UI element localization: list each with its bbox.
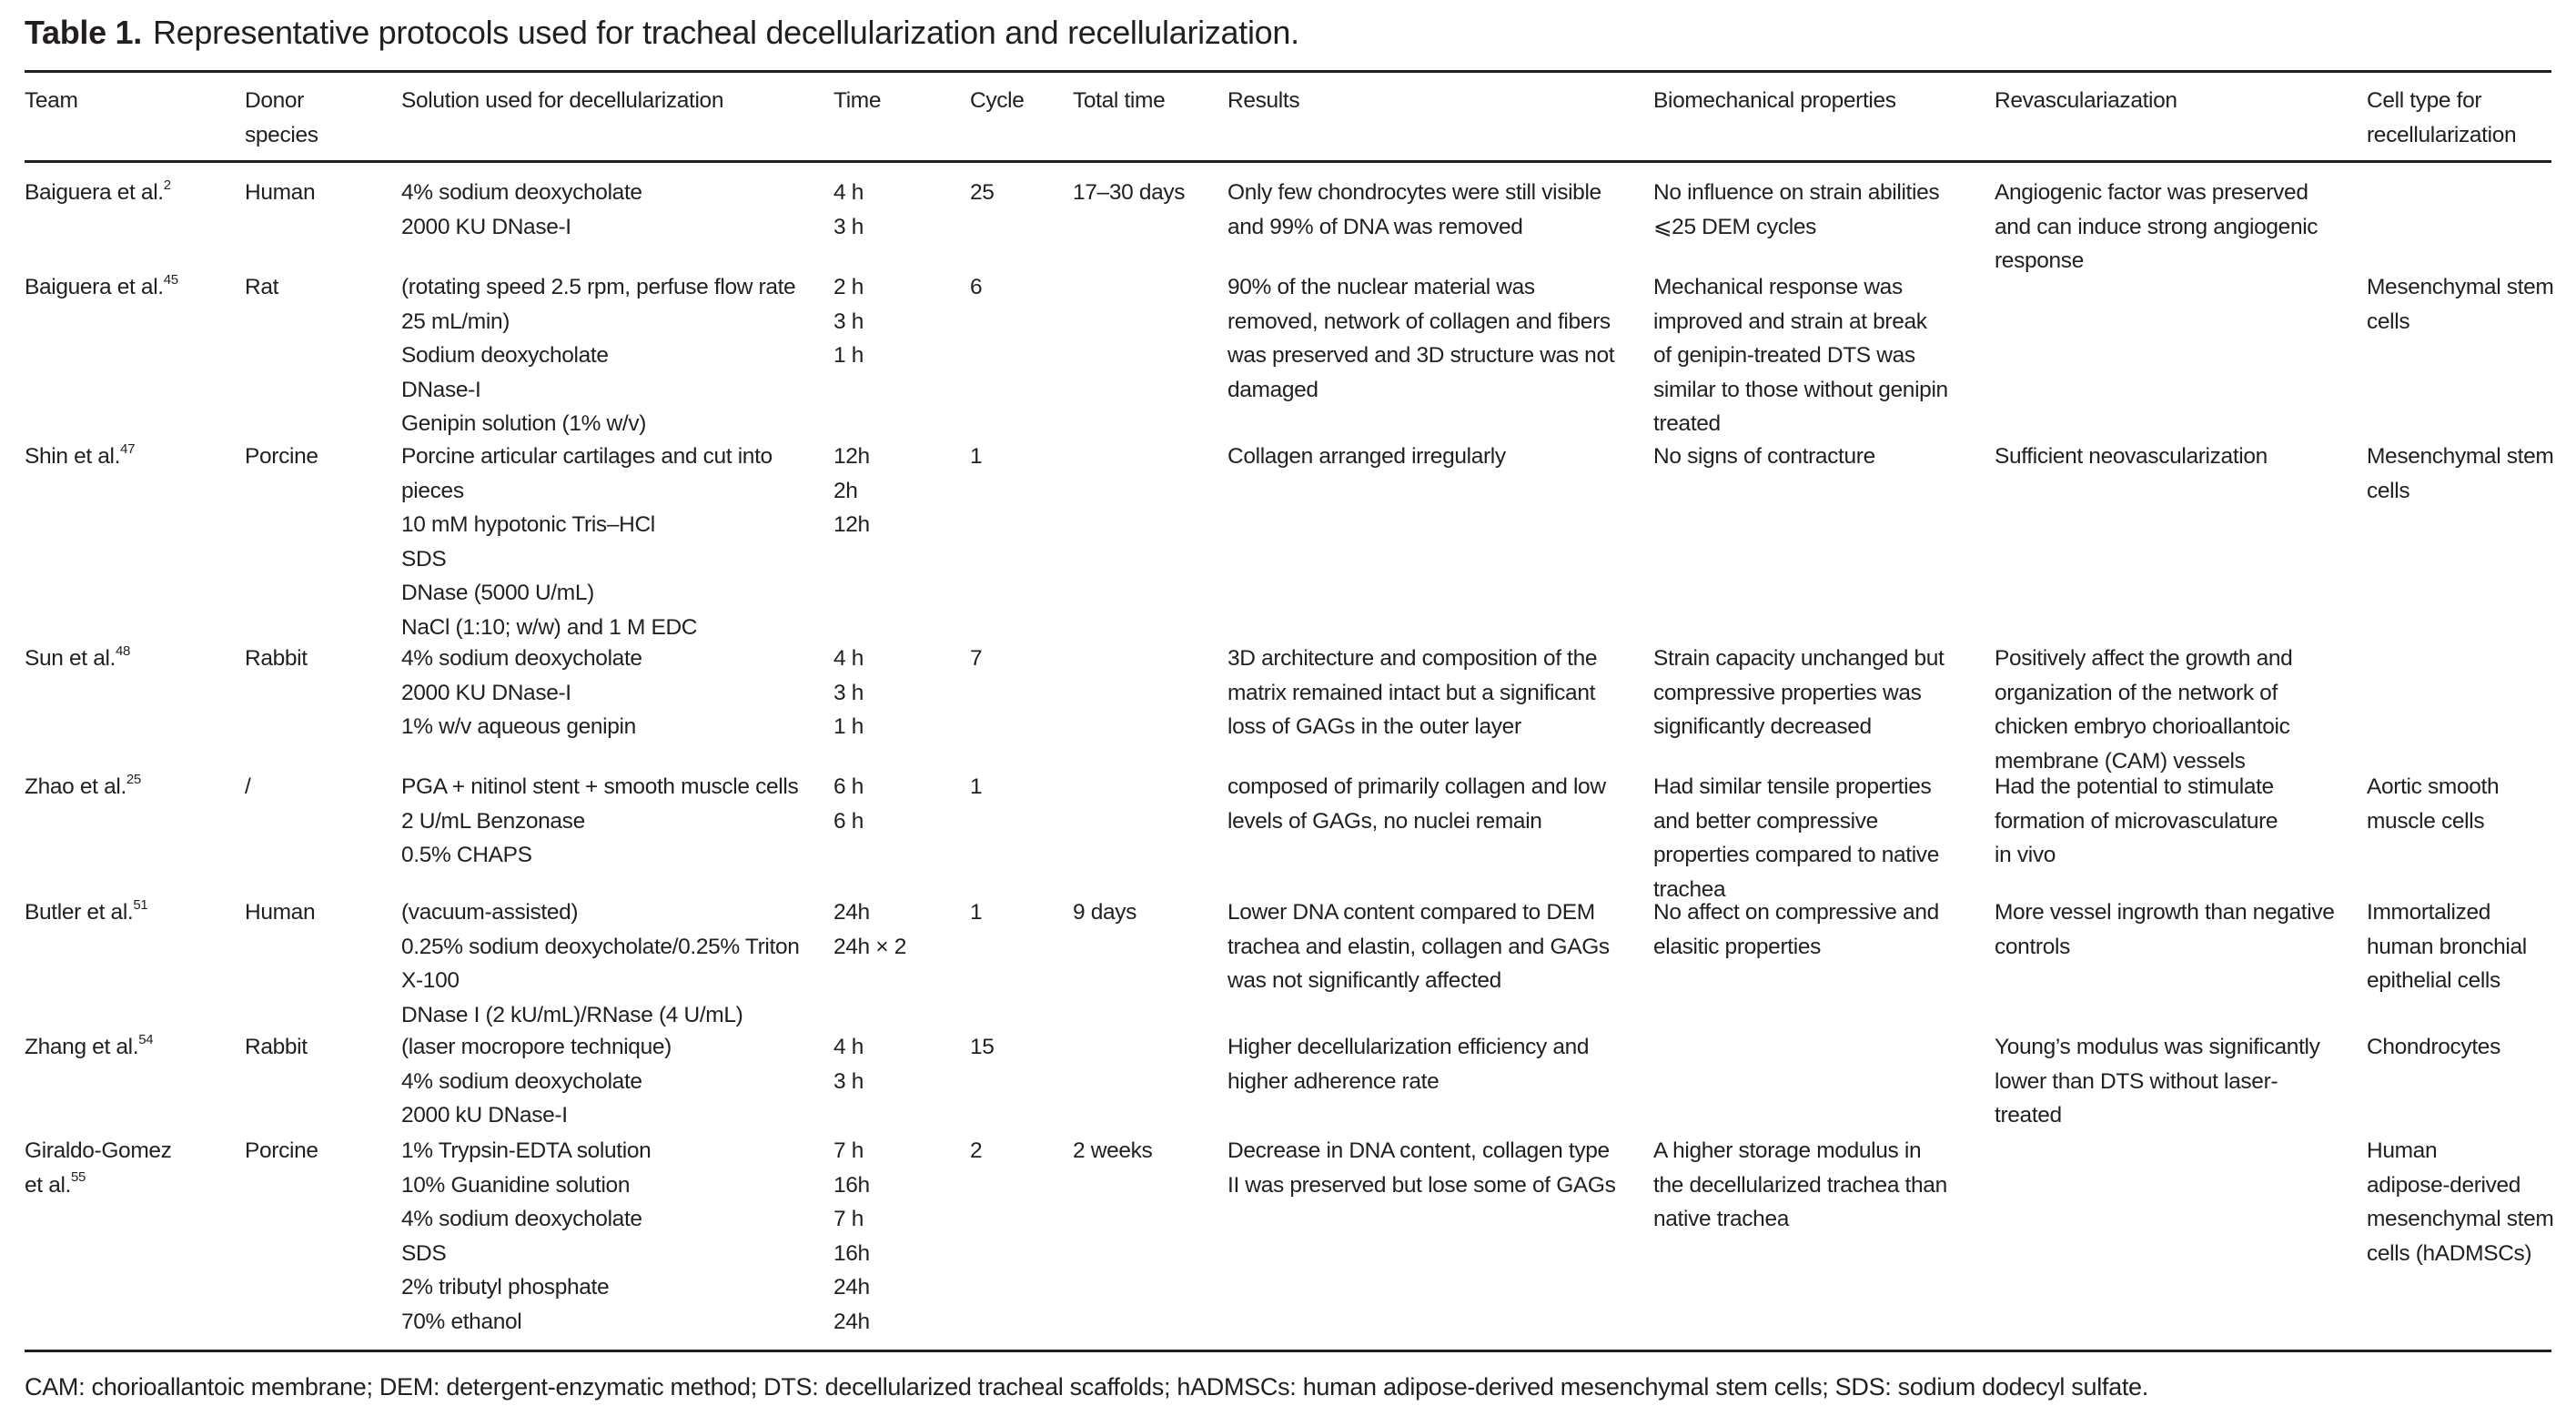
cell-solution-line: 2 U/mL Benzonase (401, 808, 585, 834)
cell-revasc (1995, 440, 2268, 474)
column-header-biomech-line: Biomechanical properties (1653, 88, 1896, 113)
cell-revasc (1995, 1030, 2320, 1133)
cell-team-line: Giraldo-Gomez (25, 1138, 172, 1163)
cell-team-line: Baiguera et al.$^2$ (25, 177, 171, 205)
cell-donor-line: Porcine (245, 444, 318, 469)
column-header-time-line: Time (833, 88, 882, 113)
cell-donor (245, 770, 250, 804)
cell-results-line: Collagen arranged irregularly (1227, 444, 1506, 469)
cell-biomech-line: and better compressive (1653, 808, 1878, 834)
cell-cell-line: mesenchymal stem (2367, 1207, 2554, 1231)
cell-revasc-line: Young’s modulus was significantly (1995, 1035, 2320, 1059)
cell-solution-line: 2000 KU DNase-I (401, 680, 571, 705)
table-label: Table 1. (25, 14, 142, 51)
cell-total (1073, 1134, 1152, 1168)
cell-revasc-line: controls (1995, 934, 2070, 959)
cell-cycle-line: 1 (970, 774, 983, 799)
cell-time-line: 2 h (833, 275, 864, 299)
column-header-revasc (1995, 84, 2177, 118)
cell-solution-line: 10 mM hypotonic Tris–HCl (401, 512, 655, 537)
cell-time (833, 176, 864, 244)
cell-time-line: 12h (833, 444, 870, 469)
cell-total-line: 17–30 days (1073, 180, 1186, 205)
cell-team-line: Sun et al.$^{48}$ (25, 642, 131, 671)
reference-number: 48 (116, 642, 131, 659)
cell-solution-line: 4% sodium deoxycholate (401, 646, 642, 671)
cell-revasc-line: More vessel ingrowth than negative (1995, 900, 2335, 925)
cell-results (1227, 176, 1601, 244)
cell-team (25, 1030, 153, 1065)
cell-solution-line: 10% Guanidine solution (401, 1172, 631, 1198)
cell-cycle (970, 1030, 995, 1065)
cell-results-line: levels of GAGs, no nuclei remain (1227, 808, 1542, 834)
cell-solution (401, 270, 795, 441)
cell-results-line: composed of primarily collagen and low (1227, 774, 1606, 799)
cell-team (25, 440, 135, 474)
cell-solution-line: pieces (401, 478, 464, 503)
cell-biomech-line: similar to those without genipin (1653, 377, 1948, 402)
cell-total (1073, 176, 1185, 210)
cell-results (1227, 1134, 1616, 1202)
cell-biomech-line: ⩽25 DEM cycles (1653, 214, 1817, 239)
cell-results-line: was not significantly affected (1227, 968, 1501, 993)
cell-revasc-line: response (1995, 248, 2084, 273)
cell-biomech-line: significantly decreased (1653, 714, 1872, 739)
column-header-solution-line: Solution used for decellularization (401, 88, 724, 113)
table-title (25, 13, 1299, 53)
column-header-team (25, 84, 78, 118)
cell-solution-line: Porcine articular cartilages and cut into (401, 444, 773, 469)
cell-solution (401, 1134, 651, 1339)
column-header-time (833, 84, 881, 118)
cell-time-line: 24h (833, 1309, 870, 1334)
cell-revasc-line: chicken embryo chorioallantoic (1995, 714, 2290, 739)
column-header-cycle-line: Cycle (970, 88, 1025, 113)
cell-solution-line: (laser mocropore technique) (401, 1035, 672, 1059)
cell-time (833, 440, 870, 542)
cell-time-line: 12h (833, 512, 870, 537)
cell-cell (2367, 1030, 2500, 1065)
cell-donor (245, 176, 315, 210)
cell-cell-line: muscle cells (2367, 808, 2485, 834)
cell-results-line: and 99% of DNA was removed (1227, 214, 1523, 239)
cell-cell (2367, 270, 2553, 339)
cell-solution-line: (vacuum-assisted) (401, 900, 579, 925)
cell-solution-line: DNase-I (401, 377, 481, 402)
cell-solution-line: Genipin solution (1% w/v) (401, 411, 647, 436)
cell-cell-line: epithelial cells (2367, 968, 2500, 993)
cell-time-line: 7 h (833, 1207, 864, 1231)
cell-time (833, 1134, 870, 1339)
reference-number: 51 (133, 896, 148, 913)
cell-cycle-line: 1 (970, 900, 983, 925)
cell-solution-line: X-100 (401, 968, 460, 993)
cell-team-line: Baiguera et al.$^{45}$ (25, 271, 178, 299)
cell-biomech-line: No signs of contracture (1653, 444, 1875, 469)
reference-number: 25 (126, 771, 141, 787)
cell-results-line: higher adherence rate (1227, 1068, 1440, 1094)
cell-team (25, 1134, 172, 1202)
cell-solution-line: 4% sodium deoxycholate (401, 1068, 642, 1094)
cell-team (25, 642, 130, 676)
cell-biomech-line: of genipin-treated DTS was (1653, 343, 1915, 368)
cell-solution (401, 440, 773, 644)
cell-biomech (1653, 770, 1939, 906)
cell-team (25, 895, 147, 930)
cell-cell-line: Aortic smooth (2367, 774, 2500, 799)
cell-cycle (970, 176, 995, 210)
column-header-donor-line: Donor (245, 88, 304, 113)
cell-time-line: 1 h (833, 714, 864, 739)
cell-time-line: 7 h (833, 1138, 864, 1163)
cell-team-line: Butler et al.$^{51}$ (25, 896, 148, 925)
cell-cell (2367, 895, 2527, 998)
cell-solution (401, 895, 800, 1032)
cell-results-line: loss of GAGs in the outer layer (1227, 714, 1521, 739)
cell-donor (245, 270, 278, 305)
cell-solution (401, 642, 642, 744)
cell-team (25, 176, 171, 210)
cell-cycle (970, 1134, 982, 1168)
cell-solution-line: (rotating speed 2.5 rpm, perfuse flow rate (401, 275, 796, 299)
cell-solution-line: NaCl (1:10; w/w) and 1 M EDC (401, 614, 698, 640)
cell-time-line: 4 h (833, 180, 864, 205)
cell-results (1227, 440, 1506, 474)
cell-revasc-line: membrane (CAM) vessels (1995, 748, 2246, 774)
column-header-total-line: Total time (1073, 88, 1166, 113)
cell-revasc-line: and can induce strong angiogenic (1995, 214, 2318, 239)
cell-time-line: 2h (833, 478, 858, 503)
cell-time-line: 1 h (833, 343, 864, 368)
cell-solution-line: Sodium deoxycholate (401, 343, 609, 368)
cell-donor-line: Rabbit (245, 1035, 308, 1059)
cell-results-line: Lower DNA content compared to DEM (1227, 900, 1595, 925)
cell-results (1227, 895, 1610, 998)
cell-results (1227, 270, 1614, 407)
cell-results-line: 3D architecture and composition of the (1227, 646, 1598, 671)
reference-number: 47 (120, 440, 136, 457)
cell-cell-line: Mesenchymal stem (2367, 275, 2554, 299)
column-header-donor (245, 84, 318, 152)
cell-solution-line: 2000 kU DNase-I (401, 1103, 568, 1128)
cell-biomech (1653, 895, 1939, 964)
cell-donor (245, 642, 308, 676)
cell-solution-line: 70% ethanol (401, 1309, 522, 1334)
cell-time-line: 3 h (833, 680, 864, 705)
cell-cycle (970, 440, 982, 474)
cell-cell-line: Mesenchymal stem (2367, 444, 2554, 469)
cell-biomech-line: native trachea (1653, 1207, 1790, 1231)
cell-revasc (1995, 176, 2318, 278)
cell-solution-line: 0.25% sodium deoxycholate/0.25% Triton (401, 934, 800, 959)
cell-solution (401, 176, 642, 244)
cell-cycle (970, 270, 982, 305)
cell-solution (401, 1030, 672, 1133)
cell-cycle-line: 2 (970, 1138, 983, 1163)
cell-revasc-line: in vivo (1995, 843, 2056, 867)
cell-biomech-line: Mechanical response was (1653, 275, 1903, 299)
cell-results-line: II was preserved but lose some of GAGs (1227, 1172, 1616, 1198)
column-header-cell-line: Cell type for (2367, 88, 2482, 113)
cell-time-line: 16h (833, 1172, 870, 1198)
cell-solution-line: 4% sodium deoxycholate (401, 1207, 642, 1231)
cell-revasc-line: organization of the network of (1995, 680, 2278, 705)
cell-cell (2367, 770, 2499, 838)
cell-total-line: 2 weeks (1073, 1138, 1153, 1163)
cell-biomech-line: No influence on strain abilities (1653, 180, 1940, 205)
cell-biomech-line: Strain capacity unchanged but (1653, 646, 1945, 671)
cell-revasc-line: lower than DTS without laser- (1995, 1068, 2278, 1094)
cell-revasc-line: Sufficient neovascularization (1995, 444, 2268, 469)
cell-cycle (970, 895, 982, 930)
cell-biomech-line: compressive properties was (1653, 680, 1922, 705)
cell-cell-line: adipose-derived (2367, 1172, 2521, 1198)
cell-biomech-line: A higher storage modulus in (1653, 1138, 1922, 1163)
cell-time-line: 4 h (833, 1035, 864, 1059)
cell-cycle-line: 7 (970, 646, 983, 671)
cell-time-line: 24h (833, 900, 870, 925)
cell-team (25, 770, 141, 804)
table-caption: Representative protocols used for tracheal decellularization and recellularization. (152, 14, 1299, 51)
column-header-cell (2367, 84, 2516, 152)
cell-solution-line: PGA + nitinol stent + smooth muscle cells (401, 774, 799, 799)
cell-revasc (1995, 770, 2278, 873)
cell-biomech (1653, 642, 1944, 744)
column-header-team-line: Team (25, 88, 78, 113)
cell-biomech-line: properties compared to native (1653, 843, 1939, 867)
cell-solution-line: 2% tributyl phosphate (401, 1275, 610, 1300)
cell-biomech-line: treated (1653, 411, 1721, 436)
column-header-results (1227, 84, 1299, 118)
cell-time-line: 4 h (833, 646, 864, 671)
cell-revasc (1995, 895, 2335, 964)
column-header-donor-line: species (245, 122, 318, 147)
cell-time-line: 24h (833, 1275, 870, 1300)
cell-results-line: damaged (1227, 377, 1318, 402)
cell-results-line: matrix remained intact but a significant (1227, 680, 1596, 705)
cell-time (833, 770, 864, 838)
cell-biomech-line: the decellularized trachea than (1653, 1172, 1947, 1198)
cell-team-line: Zhang et al.$^{54}$ (25, 1031, 154, 1059)
cell-team-line: et al.$^{55}$ (25, 1169, 86, 1198)
cell-donor (245, 895, 315, 930)
reference-number: 45 (163, 271, 178, 288)
cell-biomech-line: trachea (1653, 876, 1726, 902)
cell-cell-line: cells (2367, 478, 2410, 503)
cell-cycle (970, 770, 982, 804)
cell-solution-line: DNase I (2 kU/mL)/RNase (4 U/mL) (401, 1002, 743, 1027)
cell-cycle-line: 6 (970, 275, 983, 299)
cell-donor (245, 440, 318, 474)
cell-revasc (1995, 642, 2292, 778)
column-header-biomech (1653, 84, 1896, 118)
cell-results (1227, 642, 1597, 744)
cell-cycle-line: 1 (970, 444, 983, 469)
cell-revasc-line: treated (1995, 1103, 2062, 1128)
cell-time-line: 24h × 2 (833, 934, 906, 959)
cell-biomech-line: improved and strain at break (1653, 308, 1927, 334)
cell-results-line: 90% of the nuclear material was (1227, 275, 1535, 299)
cell-results (1227, 770, 1606, 838)
column-header-cycle (970, 84, 1025, 118)
cell-donor-line: Human (245, 180, 316, 205)
cell-cell-line: Chondrocytes (2367, 1035, 2500, 1059)
cell-donor-line: Porcine (245, 1138, 318, 1163)
cell-donor (245, 1134, 318, 1168)
cell-biomech (1653, 440, 1875, 474)
cell-donor-line: / (245, 774, 251, 799)
cell-total (1073, 895, 1136, 930)
cell-revasc-line: Angiogenic factor was preserved (1995, 180, 2308, 205)
reference-number: 2 (163, 177, 171, 193)
cell-biomech-line: Had similar tensile properties (1653, 774, 1932, 799)
cell-cell-line: cells (hADMSCs) (2367, 1240, 2532, 1266)
cell-solution (401, 770, 798, 873)
cell-cell-line: human bronchial (2367, 934, 2527, 959)
cell-cell (2367, 440, 2553, 508)
reference-number: 55 (71, 1169, 86, 1186)
cell-cell-line: Human (2367, 1138, 2438, 1163)
cell-team-line: Zhao et al.$^{25}$ (25, 771, 141, 799)
cell-cycle-line: 25 (970, 180, 995, 205)
reference-number: 54 (138, 1031, 154, 1047)
cell-solution-line: 0.5% CHAPS (401, 843, 532, 867)
cell-results-line: removed, network of collagen and fibers (1227, 308, 1611, 334)
cell-biomech-line: elasitic properties (1653, 934, 1821, 959)
cell-donor-line: Rat (245, 275, 279, 299)
cell-results-line: Higher decellularization efficiency and (1227, 1035, 1590, 1059)
cell-donor-line: Rabbit (245, 646, 308, 671)
cell-revasc-line: formation of microvasculature (1995, 808, 2278, 834)
cell-time (833, 895, 906, 964)
cell-results-line: trachea and elastin, collagen and GAGs (1227, 934, 1610, 959)
cell-solution-line: SDS (401, 1240, 447, 1266)
cell-team (25, 270, 178, 305)
top-rule (25, 70, 2551, 73)
cell-solution-line: DNase (5000 U/mL) (401, 581, 594, 605)
bottom-rule (25, 1350, 2551, 1352)
cell-biomech (1653, 270, 1948, 441)
cell-revasc-line: Had the potential to stimulate (1995, 774, 2274, 799)
cell-revasc-line: Positively affect the growth and (1995, 646, 2293, 671)
cell-cell (2367, 1134, 2553, 1270)
cell-time (833, 1030, 864, 1098)
column-header-cell-line: recellularization (2367, 122, 2517, 147)
cell-total-line: 9 days (1073, 900, 1137, 925)
cell-results (1227, 1030, 1589, 1098)
cell-cycle (970, 642, 982, 676)
cell-results-line: was preserved and 3D structure was not (1227, 343, 1615, 368)
cell-time (833, 270, 864, 373)
cell-results-line: Only few chondrocytes were still visible (1227, 180, 1601, 205)
header-rule (25, 160, 2551, 163)
cell-cell-line: cells (2367, 308, 2410, 334)
cell-time-line: 3 h (833, 308, 864, 334)
cell-time-line: 3 h (833, 214, 864, 239)
cell-biomech-line: No affect on compressive and (1653, 900, 1939, 925)
cell-time-line: 3 h (833, 1068, 864, 1094)
cell-solution-line: 4% sodium deoxycholate (401, 180, 642, 205)
cell-cell-line: Immortalized (2367, 900, 2491, 925)
cell-solution-line: 1% Trypsin-EDTA solution (401, 1138, 652, 1163)
cell-time-line: 6 h (833, 774, 864, 799)
cell-solution-line: 1% w/v aqueous genipin (401, 714, 636, 739)
cell-team-line: Shin et al.$^{47}$ (25, 440, 136, 469)
cell-time (833, 642, 864, 744)
cell-time-line: 6 h (833, 808, 864, 834)
cell-solution-line: SDS (401, 546, 447, 571)
cell-biomech (1653, 1134, 1947, 1237)
cell-time-line: 16h (833, 1240, 870, 1266)
cell-results-line: Decrease in DNA content, collagen type (1227, 1138, 1610, 1163)
cell-donor-line: Human (245, 900, 316, 925)
table-footnote: CAM: chorioallantoic membrane; DEM: detergent-enzymatic method; DTS: decellularized tracheal scaffolds; hADMSCs: human adipose-derived mesenchymal stem cells; SDS: sodium dodecyl sulfate. (25, 1373, 2148, 1401)
cell-donor (245, 1030, 308, 1065)
cell-cycle-line: 15 (970, 1035, 995, 1059)
column-header-revasc-line: Revasculariazation (1995, 88, 2177, 113)
cell-solution-line: 25 mL/min) (401, 308, 510, 334)
cell-biomech (1653, 176, 1939, 244)
column-header-total (1073, 84, 1165, 118)
column-header-solution (401, 84, 723, 118)
cell-solution-line: 2000 KU DNase-I (401, 214, 571, 239)
column-header-results-line: Results (1227, 88, 1300, 113)
